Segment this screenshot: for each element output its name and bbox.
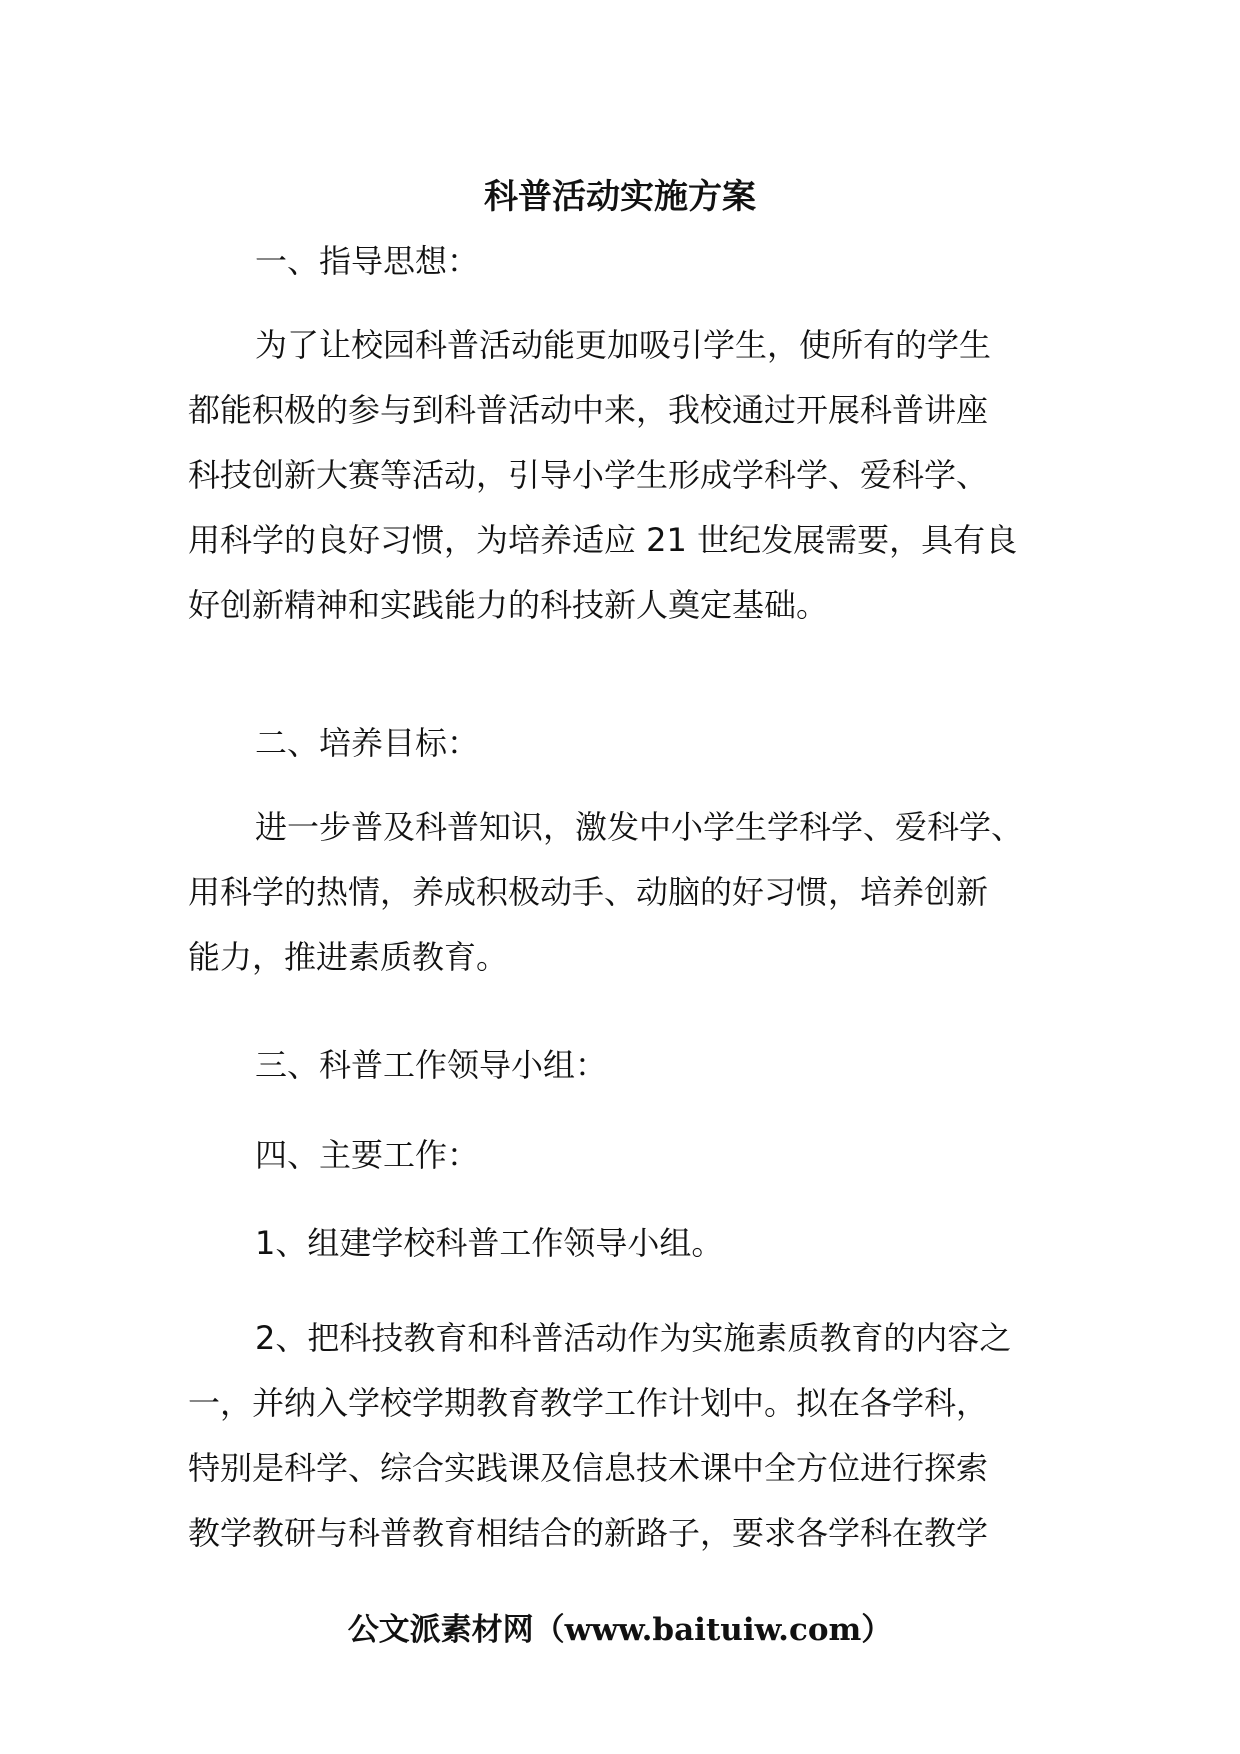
list-item-1: 1、组建学校科普工作领导小组。: [255, 1224, 724, 1262]
section-heading-main-work: 四、主要工作：: [255, 1136, 480, 1174]
section-body-guiding-ideology: 为了让校园科普活动能更加吸引学生，使所有的学生 都能积极的参与到科普活动中来，我校通过开展科普讲座 科技创新大赛等活动，引导小学生形成学科学、爱科学、 用科学的良好习惯，为培养适应 21 世纪发展需要，具有良 好创新精神和实践能力的科技新人奠定基础。: [188, 326, 1018, 624]
section-body-training-goals: 进一步普及科普知识，激发中小学生学科学、爱科学、 用科学的热情，养成积极动手、动脑的好习惯，培养创新 能力，推进素质教育。: [188, 808, 1024, 976]
footer-watermark: 公文派素材网（www.baituiw.com）: [347, 1612, 893, 1648]
section-heading-leadership-group: 三、科普工作领导小组：: [255, 1046, 608, 1084]
section-heading-guiding-ideology: 一、指导思想：: [255, 242, 480, 280]
document-title: 科普活动实施方案: [484, 177, 756, 217]
list-item-2: 2、把科技教育和科普活动作为实施素质教育的内容之 一，并纳入学校学期教育教学工作计划中。拟在各学科， 特别是科学、综合实践课及信息技术课中全方位进行探索 教学教研与科普教育相结合的新路子，要求各学科在教学: [188, 1319, 1012, 1552]
section-heading-training-goals: 二、培养目标：: [255, 724, 480, 762]
